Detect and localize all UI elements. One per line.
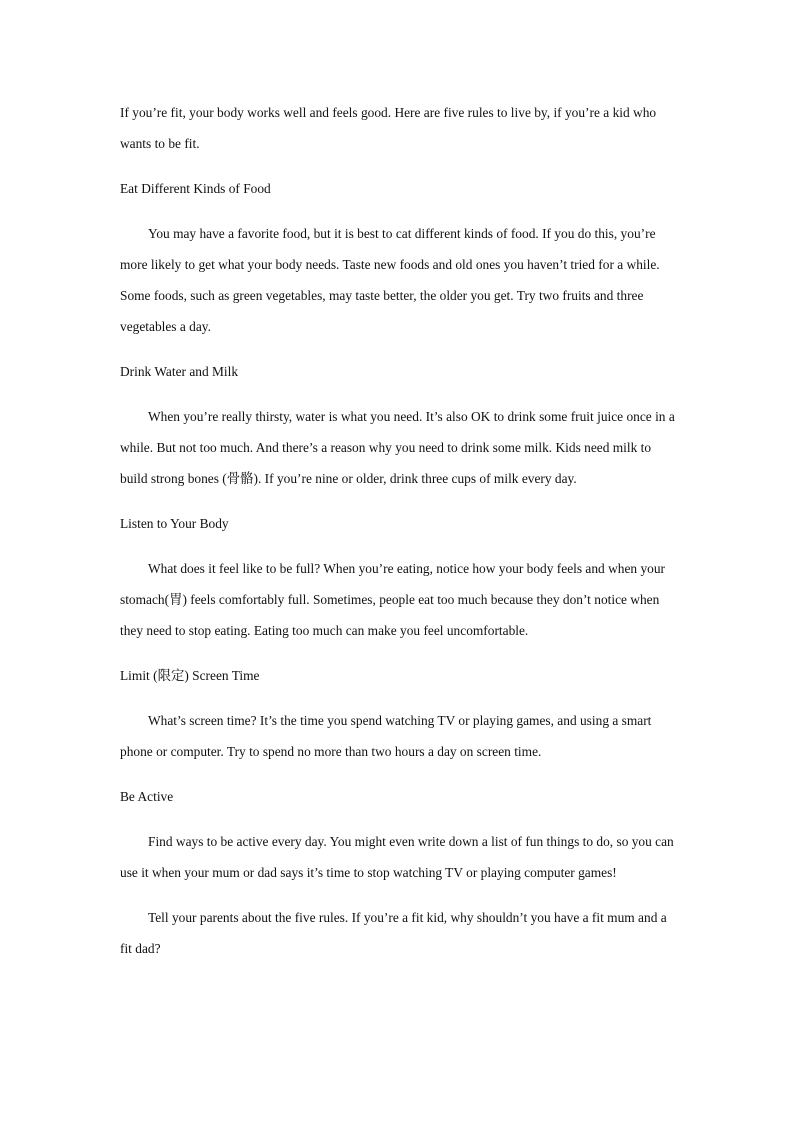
closing-paragraph: Tell your parents about the five rules. If you’re a fit kid, why shouldn’t you have a fit mum and a fit dad? (120, 910, 667, 956)
section-heading-drink: Drink Water and Milk (120, 364, 239, 379)
section-body-screen-time: What’s screen time? It’s the time you spend watching TV or playing games, and using a smart phone or computer. Try to spend no more than two hours a day on screen time. (120, 713, 652, 759)
section-body-listen: What does it feel like to be full? When you’re eating, notice how your body feels and when your stomach(胃) feels comfortably full. Sometimes, people eat too much because they don’t notice when they need to stop eating. Eating too much can make you feel uncomfortable. (120, 561, 665, 638)
section-body-eat-food: You may have a favorite food, but it is best to cat different kinds of food. If you do this, you’re more likely to get what your body needs. Taste new foods and old ones you haven’t tried for a while. Some foods, such as green vegetables, may taste better, the older you get. Try two fruits and three vegetables a day. (120, 226, 660, 334)
intro-paragraph: If you’re fit, your body works well and feels good. Here are five rules to live by, if you’re a kid who wants to be fit. (120, 105, 657, 151)
section-heading-active: Be Active (120, 789, 174, 804)
section-heading-screen-time: Limit (限定) Screen Time (120, 668, 260, 683)
section-body-drink: When you’re really thirsty, water is what you need. It’s also OK to drink some fruit juice once in a while. But not too much. And there’s a reason why you need to drink some milk. Kids need milk to build strong bones (骨骼). If you’re nine or older, drink three cups of milk every day. (120, 409, 675, 486)
section-heading-listen: Listen to Your Body (120, 516, 229, 531)
document-page (120, 0, 680, 964)
section-body-active: Find ways to be active every day. You might even write down a list of fun things to do, so you can use it when your mum or dad says it’s time to stop watching TV or playing computer games! (120, 834, 674, 880)
section-heading-eat-food: Eat Different Kinds of Food (120, 181, 271, 196)
